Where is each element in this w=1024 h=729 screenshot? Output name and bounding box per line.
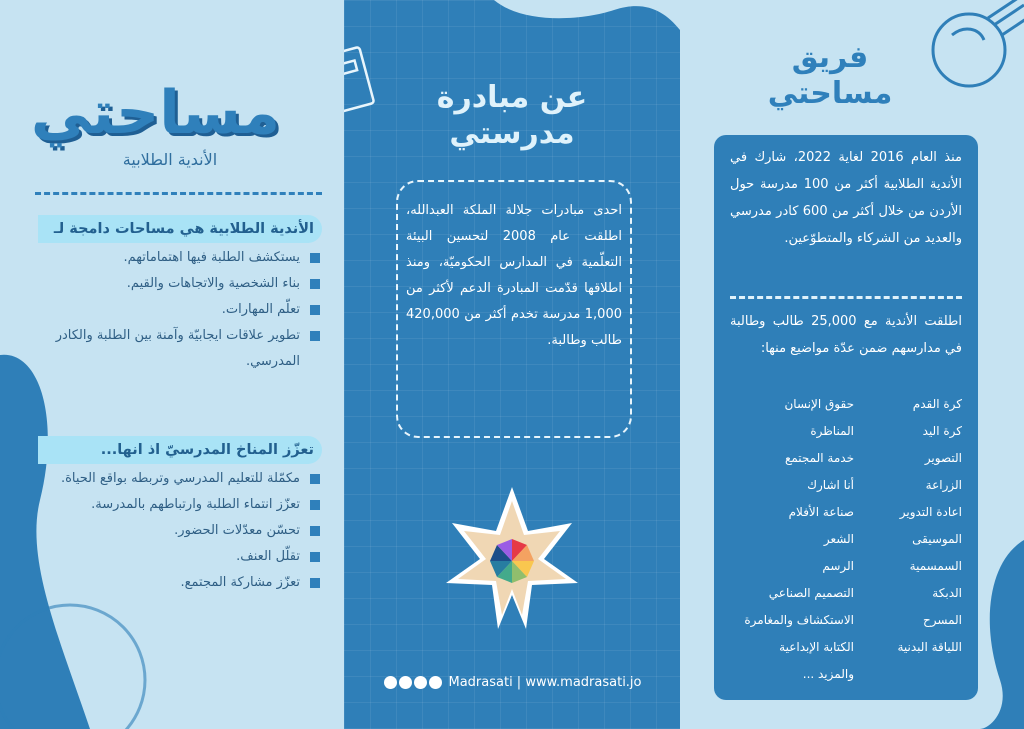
list-item: الزراعة أنا اشارك (807, 478, 962, 492)
team-paragraph: منذ العام 2016 لغاية 2022، شارك في الأندية الطلابية أكثر من 100 مدرسة حول الأردن من خلال أكثر من 600 كادر مدرسي والعديد من الشركاء والمتطوّعين. (730, 150, 963, 246)
list-item: مكمّلة للتعليم المدرسي وتربطه بواقع الحياة. (38, 466, 322, 492)
youtube-icon[interactable] (399, 676, 412, 689)
section2-list (38, 466, 322, 596)
list-item: التصوير خدمة المجتمع (784, 451, 962, 465)
bullet-icon (310, 305, 320, 315)
section1-heading: الأندية الطلابية هي مساحات دامجة لـ (38, 215, 322, 243)
list-item: يستكشف الطلبة فيها اهتماماتهم. (38, 245, 322, 271)
footer (344, 675, 680, 690)
social-icons[interactable] (382, 675, 442, 690)
list-item: تحسّن معدّلات الحضور. (38, 518, 322, 544)
middle-title: عن مبادرة مدرستي (436, 80, 588, 151)
bullet-icon (310, 500, 320, 510)
bullet-icon (310, 526, 320, 536)
list-item: والمزيد ... (802, 667, 854, 681)
list-item: تعزّز مشاركة المجتمع. (38, 570, 322, 596)
list-item: اللياقة البدنية الكتابة الإبداعية (779, 640, 962, 654)
brand-title: مساحتي (30, 78, 280, 148)
divider (35, 192, 322, 195)
list-item: تعزّز انتماء الطلبة وارتباطهم بالمدرسة. (38, 492, 322, 518)
bullet-icon (310, 474, 320, 484)
middle-panel (344, 0, 680, 729)
facebook-icon[interactable] (429, 676, 442, 689)
topics-intro: اطلقت الأندية مع 25,000 طالب وطالبة في مدارسهم ضمن عدّة مواضيع منها: (730, 314, 962, 356)
brand-subtitle: الأندية الطلابية (122, 150, 218, 169)
top-blob (344, 0, 680, 60)
list-item: تقلّل العنف. (38, 544, 322, 570)
list-item: اعادة التدوير صناعة الأفلام (788, 505, 962, 519)
list-item: السمسمية الرسم (822, 559, 962, 573)
left-panel (0, 0, 344, 729)
twitter-icon[interactable] (414, 676, 427, 689)
list-item: الدبكة التصميم الصناعي (768, 586, 962, 600)
instagram-icon[interactable] (384, 676, 397, 689)
list-item: بناء الشخصية والاتجاهات والقيم. (38, 271, 322, 297)
bullet-icon (310, 578, 320, 588)
list-item: تعلّم المهارات. (38, 297, 322, 323)
middle-body: احدى مبادرات جلالة الملكة العبدالله، اطلقت عام 2008 لتحسين البيئة التعلّمية في المدارس الحكوميّة، ومنذ اطلاقها قدّمت المبادرة الدعم لأكثر من 1,000 مدرسة تخدم أكثر من 420,000 طالب وطالبة. (406, 203, 622, 348)
list-item: المسرح الاستكشاف والمغامرة (744, 613, 962, 627)
bullet-icon (310, 552, 320, 562)
divider (730, 296, 962, 299)
bullet-icon (310, 279, 320, 289)
list-item: الموسيقى الشعر (823, 532, 962, 546)
section2-heading: تعزّز المناخ المدرسيّ اذ انها... (38, 436, 322, 464)
right-title: فريق مساحتي (767, 40, 893, 111)
right-panel (680, 0, 1024, 729)
list-item: كرة القدم حقوق الإنسان (784, 397, 962, 411)
star-logo (432, 483, 592, 633)
topics-list (730, 394, 962, 691)
list-item: تطوير علاقات ايجابيّة وآمنة بين الطلبة والكادر المدرسي. (38, 323, 322, 375)
bullet-icon (310, 331, 320, 341)
list-item: كرة اليد المناظرة (810, 424, 962, 438)
section1-list (38, 245, 322, 375)
footer-url[interactable]: Madrasati | www.madrasati.jo (448, 675, 642, 690)
bullet-icon (310, 253, 320, 263)
